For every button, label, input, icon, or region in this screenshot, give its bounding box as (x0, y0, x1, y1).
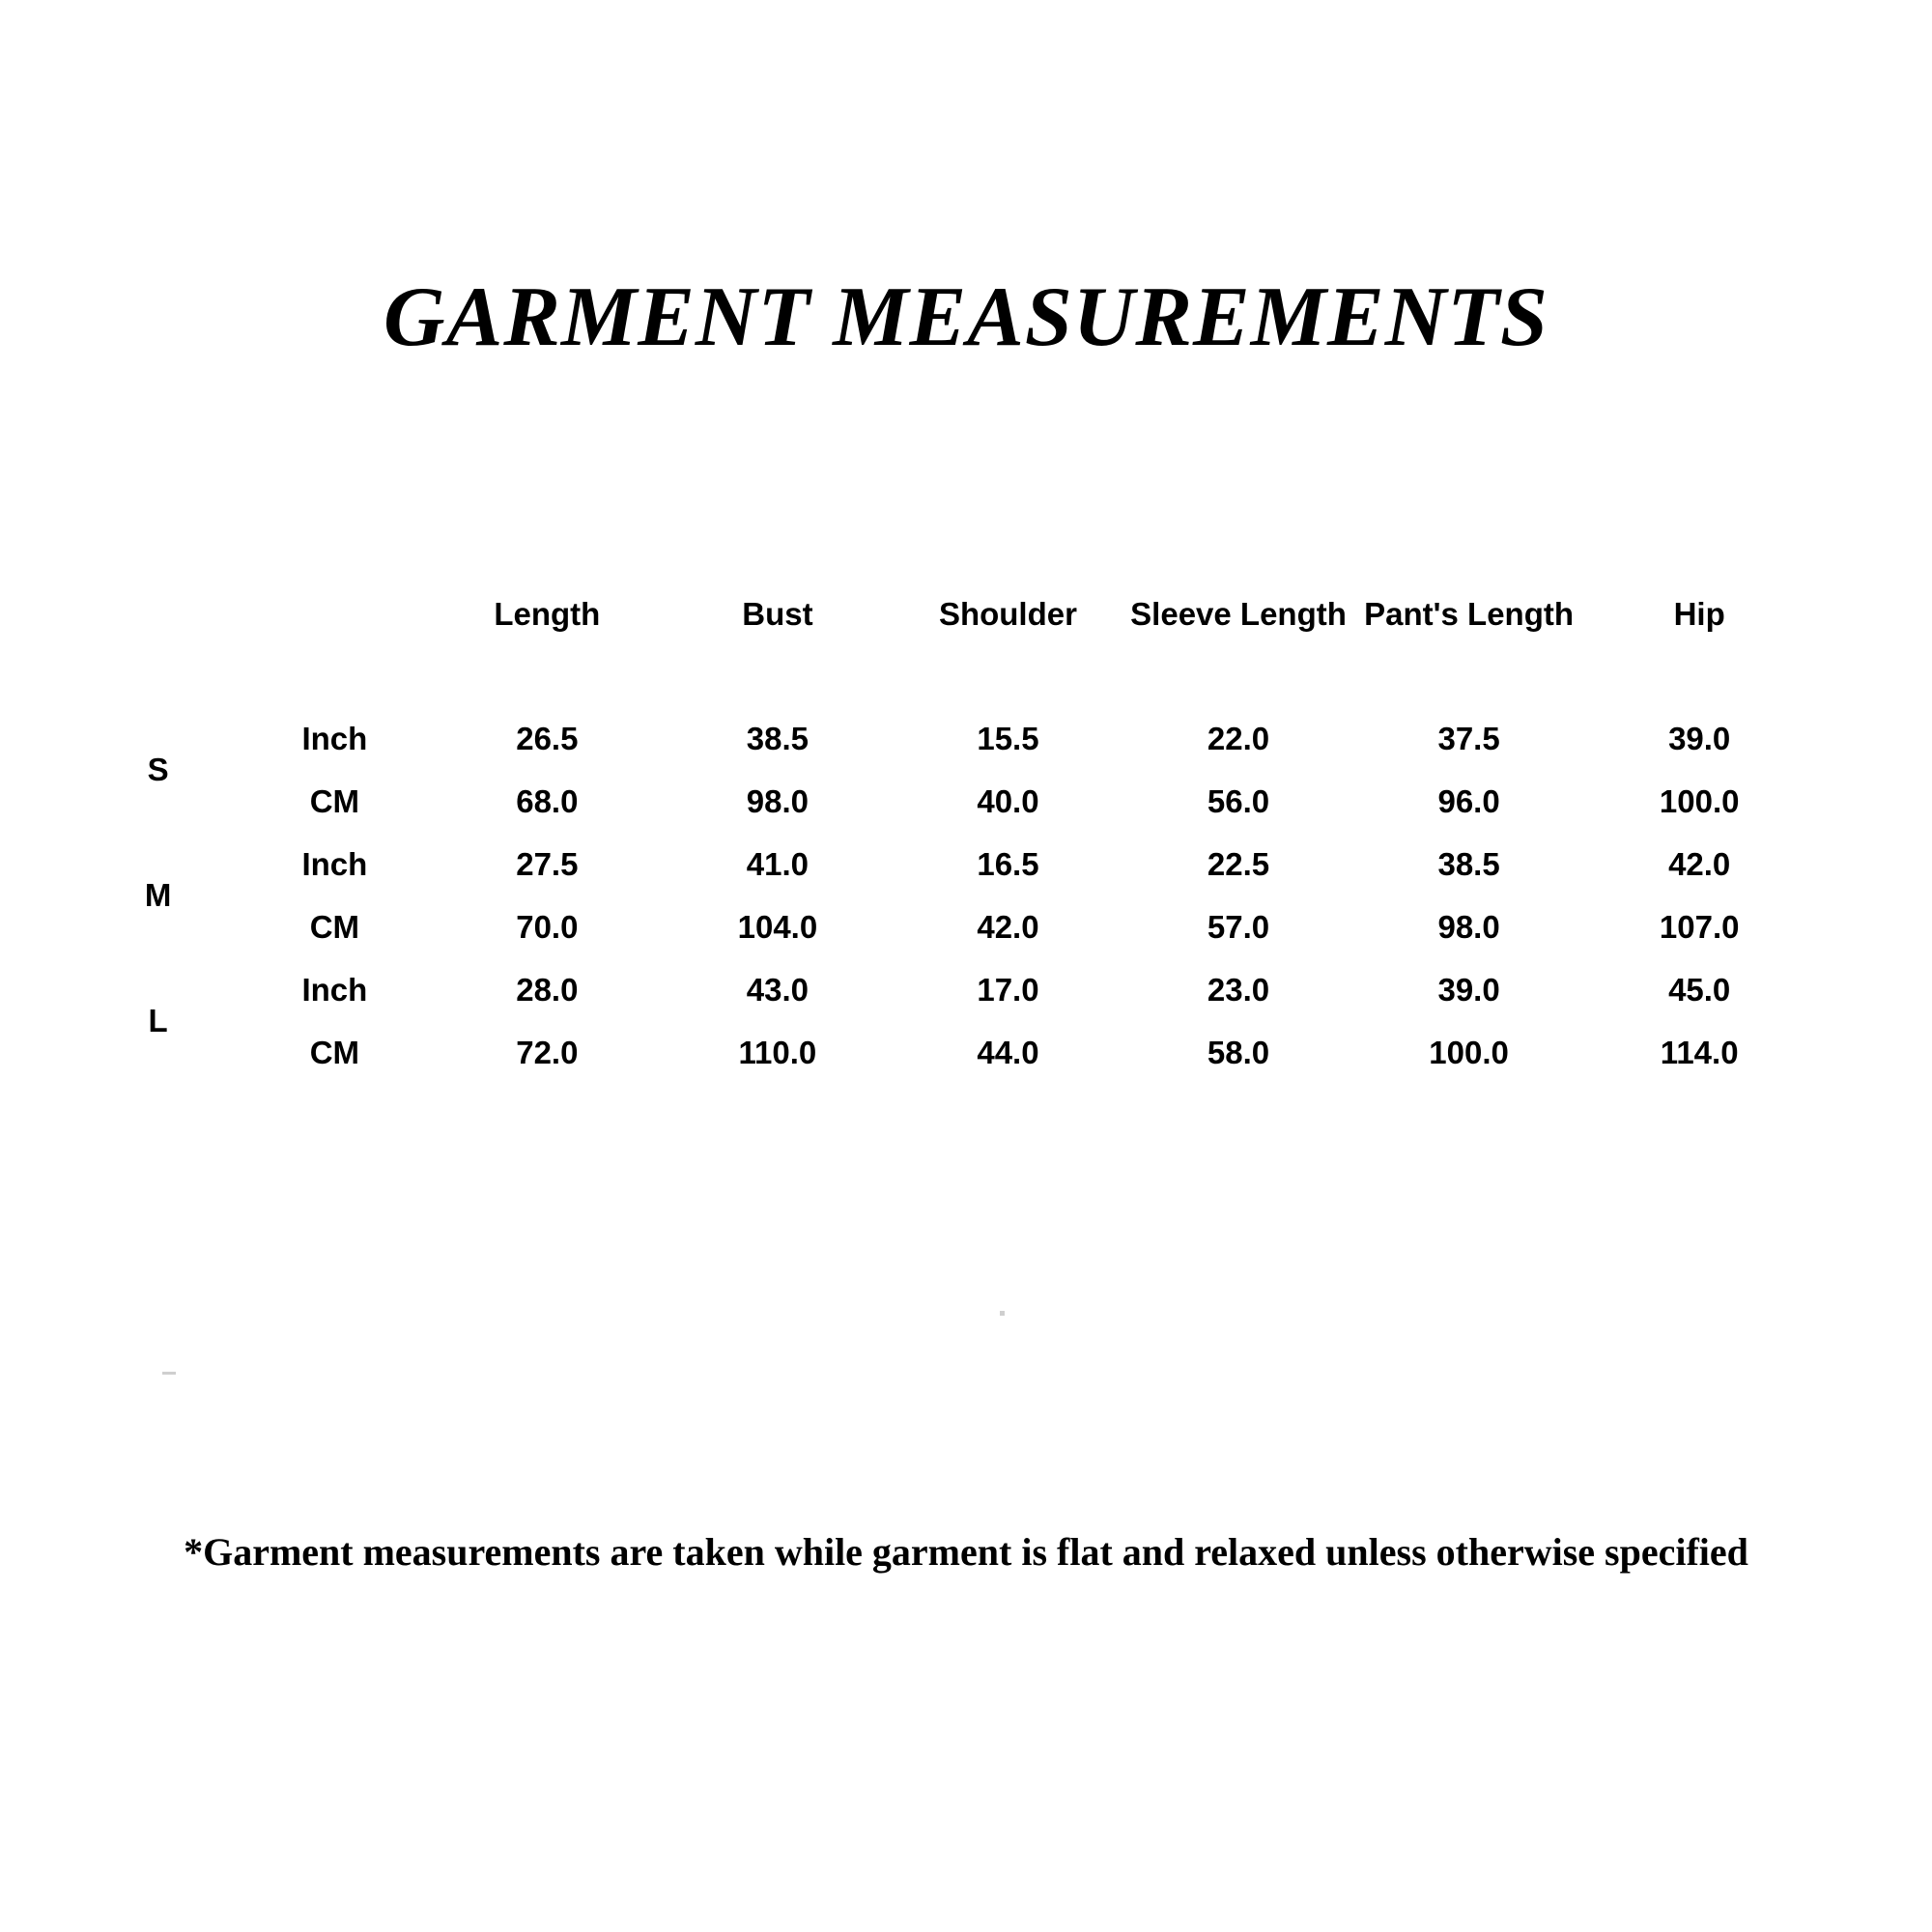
unit-row-label-cm: CM (239, 772, 430, 832)
page-title: GARMENT MEASUREMENTS (384, 270, 1548, 364)
cell-m-inch-length: 27.5 (434, 835, 662, 895)
table-row (80, 1023, 1813, 1083)
unit-fraction-denominator: CM (274, 618, 325, 655)
table-row (80, 709, 1813, 769)
cell-s-cm-hip: 100.0 (1585, 772, 1813, 832)
table-header-row (80, 523, 1813, 706)
cell-l-inch-sleeve-length: 23.0 (1124, 960, 1352, 1020)
cell-m-inch-sleeve-length: 22.5 (1124, 835, 1352, 895)
unit-header-cell (80, 523, 431, 706)
cell-m-cm-hip: 107.0 (1585, 897, 1813, 957)
column-header-pants-length: Pant's Length (1355, 523, 1583, 706)
cell-l-cm-length: 72.0 (434, 1023, 662, 1083)
column-header-bust: Bust (664, 523, 892, 706)
cell-m-cm-bust: 104.0 (664, 897, 892, 957)
cell-l-cm-sleeve-length: 58.0 (1124, 1023, 1352, 1083)
artifact-speck (162, 1372, 176, 1375)
cell-m-cm-shoulder: 42.0 (895, 897, 1122, 957)
cell-s-inch-bust: 38.5 (664, 709, 892, 769)
artifact-speck (1000, 1311, 1005, 1316)
unit-fraction (257, 574, 342, 656)
cell-m-cm-sleeve-length: 57.0 (1124, 897, 1352, 957)
cell-s-cm-shoulder: 40.0 (895, 772, 1122, 832)
unit-row-label-inch: Inch (239, 835, 430, 895)
column-header-sleeve-length: Sleeve Length (1124, 523, 1352, 706)
unit-fraction-numerator: Inch (257, 574, 342, 616)
cell-l-inch-pants-length: 39.0 (1355, 960, 1583, 1020)
cell-m-cm-pants-length: 98.0 (1355, 897, 1583, 957)
size-label-m: M (80, 835, 236, 957)
cell-l-inch-shoulder: 17.0 (895, 960, 1122, 1020)
size-label-s: S (80, 709, 236, 832)
cell-s-cm-length: 68.0 (434, 772, 662, 832)
table-row (80, 772, 1813, 832)
cell-m-inch-hip: 42.0 (1585, 835, 1813, 895)
size-label-l: L (80, 960, 236, 1083)
footnote: *Garment measurements are taken while garment is flat and relaxed unless otherwise specified (184, 1530, 1748, 1574)
measurements-table (77, 520, 1816, 1086)
measurements-table-container (77, 520, 1816, 1086)
cell-l-inch-hip: 45.0 (1585, 960, 1813, 1020)
unit-row-label-inch: Inch (239, 709, 430, 769)
unit-label: Unit: (168, 595, 242, 632)
cell-l-cm-pants-length: 100.0 (1355, 1023, 1583, 1083)
cell-l-cm-shoulder: 44.0 (895, 1023, 1122, 1083)
cell-s-inch-shoulder: 15.5 (895, 709, 1122, 769)
column-header-hip: Hip (1585, 523, 1813, 706)
cell-l-cm-hip: 114.0 (1585, 1023, 1813, 1083)
cell-m-inch-shoulder: 16.5 (895, 835, 1122, 895)
cell-l-inch-length: 28.0 (434, 960, 662, 1020)
column-header-shoulder: Shoulder (895, 523, 1122, 706)
cell-s-inch-sleeve-length: 22.0 (1124, 709, 1352, 769)
cell-l-inch-bust: 43.0 (664, 960, 892, 1020)
cell-m-inch-bust: 41.0 (664, 835, 892, 895)
unit-row-label-cm: CM (239, 1023, 430, 1083)
cell-s-inch-hip: 39.0 (1585, 709, 1813, 769)
column-header-length: Length (434, 523, 662, 706)
cell-s-cm-bust: 98.0 (664, 772, 892, 832)
cell-l-cm-bust: 110.0 (664, 1023, 892, 1083)
table-row (80, 835, 1813, 895)
cell-s-inch-length: 26.5 (434, 709, 662, 769)
cell-s-cm-pants-length: 96.0 (1355, 772, 1583, 832)
cell-m-cm-length: 70.0 (434, 897, 662, 957)
cell-s-inch-pants-length: 37.5 (1355, 709, 1583, 769)
cell-s-cm-sleeve-length: 56.0 (1124, 772, 1352, 832)
unit-row-label-inch: Inch (239, 960, 430, 1020)
table-row (80, 897, 1813, 957)
cell-m-inch-pants-length: 38.5 (1355, 835, 1583, 895)
unit-row-label-cm: CM (239, 897, 430, 957)
table-row (80, 960, 1813, 1020)
